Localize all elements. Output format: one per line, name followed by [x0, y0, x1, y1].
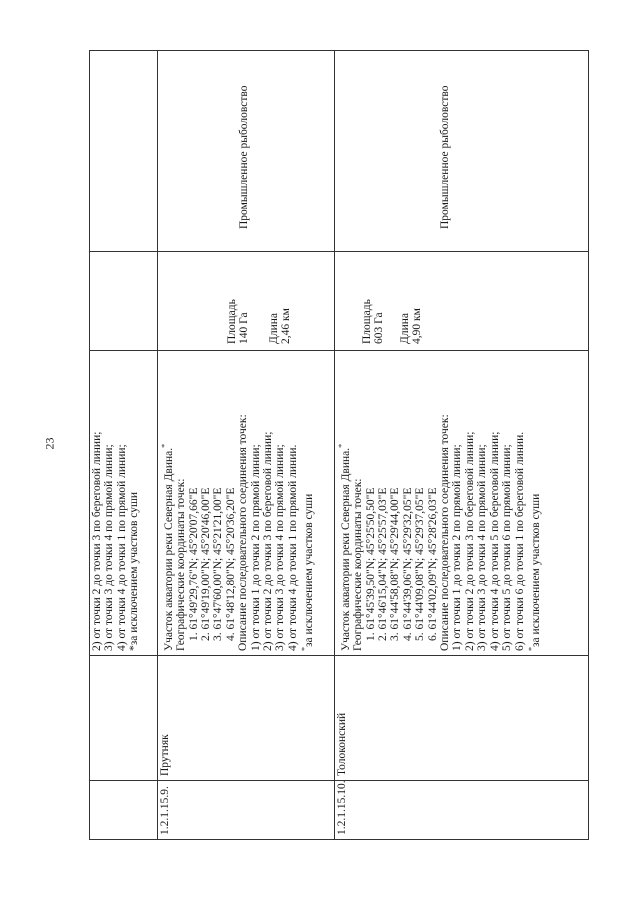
connection-step: 4) от точки 4 до точки 1 по прямой линии.: [286, 444, 299, 651]
table-row-continuation: [90, 51, 158, 839]
site-number: 1.2.1.15.10.: [335, 780, 589, 839]
site-size: [335, 251, 589, 350]
cell-use-empty: [90, 49, 157, 251]
coordinate-point: 2. 61°49'19,00"N; 45°20'46,00"E: [200, 487, 213, 641]
coordinate-point: 3. 61°47'60,00"N; 45°21'21,00"E: [212, 487, 225, 641]
table-row: [335, 51, 589, 839]
connection-heading: Описание последовательного соединения точек:: [439, 414, 452, 651]
site-use: [335, 49, 589, 251]
site-title-mark: *: [337, 443, 346, 448]
site-name: Толоконский: [335, 655, 589, 780]
footnote-text: за исключением участков суши: [303, 493, 316, 647]
coordinate-point: 3. 61°44'58,08"N; 45°29'44,00"E: [389, 487, 402, 641]
site-title-mark: *: [160, 443, 169, 448]
cell-number-empty: [90, 780, 157, 839]
site-name: Прутняк: [158, 655, 334, 780]
cell-size-empty: [90, 251, 157, 350]
coordinate-point: 2. 61°46'15,04"N; 45°25'57,03"E: [377, 487, 390, 641]
continuation-line: *за исключением участков суши: [128, 491, 141, 651]
area-label: Площадь: [361, 299, 373, 344]
area-box: [226, 299, 251, 344]
continuation-line: 4) от точки 4 до точки 1 по прямой линии;: [115, 444, 128, 651]
site-title-text: Участок акватории реки Северная Двина.: [339, 447, 352, 651]
site-title: [159, 355, 175, 651]
connection-heading: Описание последовательного соединения точек:: [237, 414, 250, 651]
connection-step: 2) от точки 2 до точки 3 по береговой линии;: [262, 431, 275, 651]
connection-step: 4) от точки 4 до точки 5 по береговой линии;: [488, 431, 501, 651]
connection-step: 3) от точки 3 до точки 4 по прямой линии;: [476, 444, 489, 651]
area-box: [361, 299, 386, 344]
length-box: [268, 308, 293, 344]
footnote-text: за исключением участков суши: [529, 493, 542, 647]
coordinate-point: 4. 61°44'39,06"N; 45°29'32,05"E: [401, 487, 414, 641]
length-value: 2,46 км: [280, 308, 293, 344]
connection-step: 1) от точки 1 до точки 2 по прямой линии;: [249, 444, 262, 651]
site-description: [158, 350, 334, 655]
connection-step: 6) от точки 6 до точки 1 по береговой линии.: [513, 431, 526, 651]
page-number: 23: [42, 437, 57, 450]
footnote: [526, 355, 542, 651]
fishing-sites-table: [89, 50, 589, 840]
area-label: Площадь: [226, 299, 238, 344]
site-title-text: Участок акватории реки Северная Двина.: [162, 447, 175, 651]
area-value: 603 Га: [373, 312, 386, 344]
length-label: Длина: [399, 313, 411, 344]
length-box: [399, 308, 424, 344]
continuation-line: 2) от точки 2 до точки 3 по береговой линии;: [91, 431, 103, 651]
footnote-mark: *: [300, 647, 310, 651]
coordinate-point: 4. 61°48'12,80"N; 45°20'36,20"E: [224, 487, 237, 641]
use-type: Промышленное рыболовство: [238, 85, 250, 229]
cell-name-empty: [90, 655, 157, 780]
cell-description-continuation: [90, 350, 157, 655]
rotated-table-wrapper: [89, 50, 589, 840]
site-description: [335, 350, 589, 655]
coordinate-point: 1. 61°49'29,76"N; 45°20'07,66"E: [187, 487, 200, 641]
continuation-line: 3) от точки 3 до точки 4 по прямой линии;: [103, 444, 116, 651]
length-value: 4,90 км: [411, 308, 424, 344]
coordinate-point: 5. 61°44'09,08"N; 45°29'37,05"E: [414, 487, 427, 641]
connection-step: 1) от точки 1 до точки 2 по прямой линии;: [451, 444, 464, 651]
connection-step: 3) от точки 3 до точки 4 по прямой линии;: [274, 444, 287, 651]
site-use: [158, 49, 334, 251]
coordinate-point: 6. 61°44'02,09"N; 45°28'26,03"E: [426, 487, 439, 641]
connection-step: 5) от точки 5 до точки 6 по прямой линии;: [501, 444, 514, 651]
coords-heading: Географические координаты точек:: [175, 478, 188, 651]
connection-step: 2) от точки 2 до точки 3 по береговой линии;: [463, 431, 476, 651]
site-number: 1.2.1.15.9.: [158, 780, 334, 839]
length-label: Длина: [268, 313, 280, 344]
footnote: [299, 355, 315, 651]
coordinate-point: 1. 61°45'39,50"N; 45°25'50,50"E: [364, 487, 377, 641]
site-title: [336, 355, 352, 651]
table-row: [158, 51, 335, 839]
use-type: Промышленное рыболовство: [439, 85, 451, 229]
footnote-mark: *: [526, 647, 536, 651]
site-size: [158, 251, 334, 350]
coords-heading: Географические координаты точек:: [352, 478, 365, 651]
area-value: 140 Га: [238, 312, 251, 344]
